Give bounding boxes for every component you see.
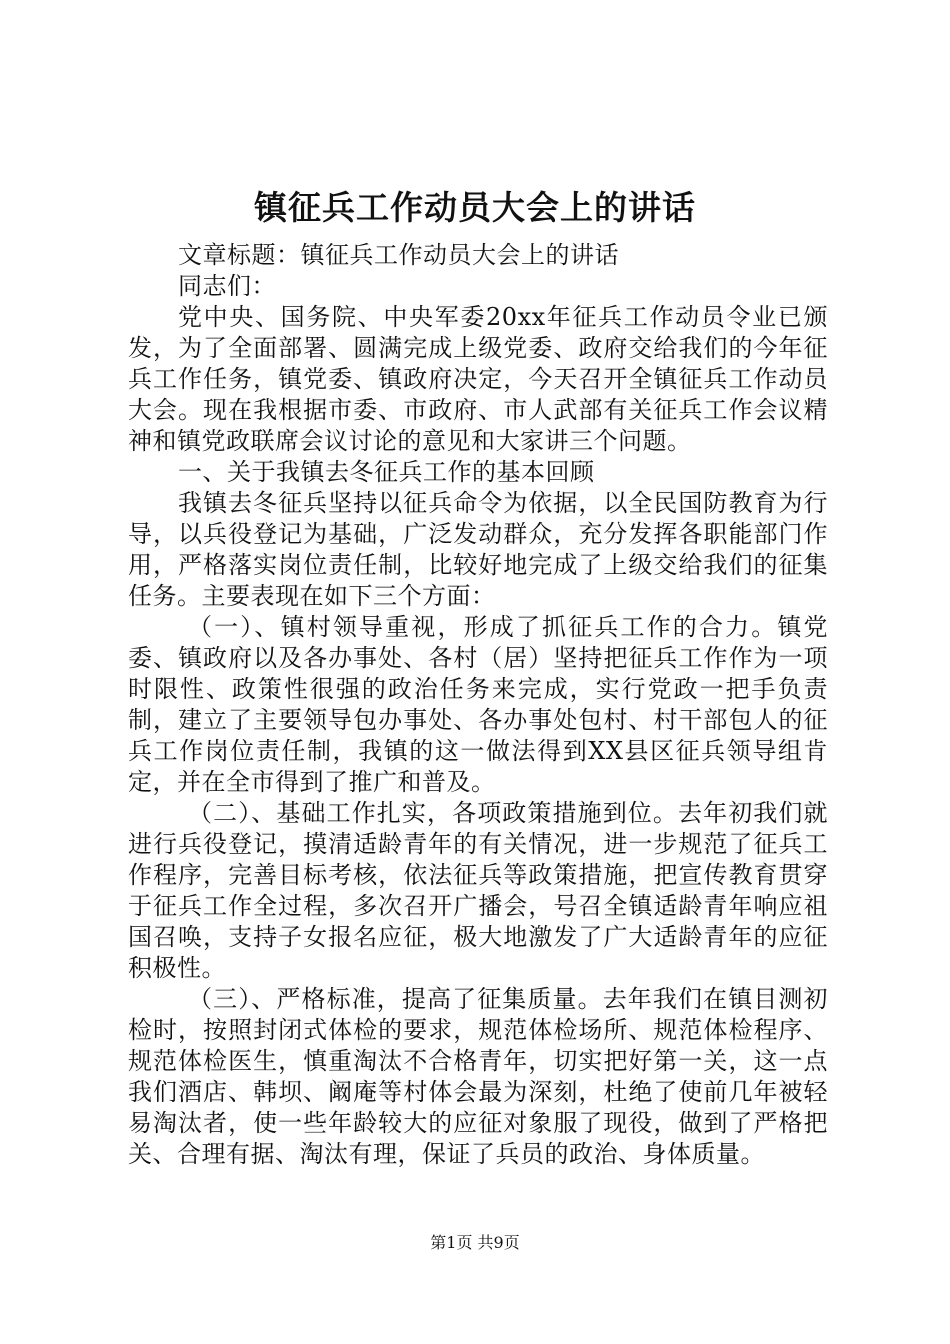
intro-paragraph: 党中央、国务院、中央军委20xx年征兵工作动员令业已颁发，为了全面部署、圆满完成上级党委、政府交给我们的今年征兵工作任务，镇党委、镇政府决定，今天召开全镇征兵工作动员大会。现在我根据市委、市政府、市人武部有关征兵工作会议精神和镇党政联席会议讨论的意见和大家讲三个问题。 xyxy=(128,303,828,455)
section-heading: 一、关于我镇去冬征兵工作的基本回顾 xyxy=(178,458,595,486)
point-two-paragraph: （二）、基础工作扎实，各项政策措施到位。去年初我们就进行兵役登记，摸清适龄青年的有关情况，进一步规范了征兵工作程序，完善目标考核，依法征兵等政策措施，把宣传教育贯穿于征兵工作全过程，多次召开广播会，号召全镇适龄青年响应祖国召唤，支持子女报名应征，极大地激发了广大适龄青年的应征积极性。 xyxy=(128,799,828,982)
review-paragraph: 我镇去冬征兵坚持以征兵命令为依据，以全民国防教育为行导，以兵役登记为基础，广泛发动群众，充分发挥各职能部门作用，严格落实岗位责任制，比较好地完成了上级交给我们的征集任务。主要表现在如下三个方面： xyxy=(128,489,828,610)
page-footer: 第1页 共9页 xyxy=(430,1233,520,1252)
point-one-paragraph: （一）、镇村领导重视，形成了抓征兵工作的合力。镇党委、镇政府以及各办事处、各村（居）坚持把征兵工作作为一项时限性、政策性很强的政治任务来完成，实行党政一把手负责制，建立了主要领导包办事处、各办事处包村、村干部包人的征兵工作岗位责任制，我镇的这一做法得到XX县区征兵领导组肯定，并在全市得到了推广和普及。 xyxy=(128,613,828,796)
document-title: 镇征兵工作动员大会上的讲话 xyxy=(254,188,696,227)
point-three-paragraph: （三）、严格标准，提高了征集质量。去年我们在镇目测初检时，按照封闭式体检的要求，规范体检场所、规范体检程序、规范体检医生，慎重淘汰不合格青年，切实把好第一关，这一点我们酒店、韩坝、阚庵等村体会最为深刻，杜绝了使前几年被轻易淘汰者，使一些年龄较大的应征对象服了现役，做到了严格把关、合理有据、淘汰有理，保证了兵员的政治、身体质量。 xyxy=(128,985,828,1168)
document-body xyxy=(128,240,828,1170)
article-title-line: 文章标题：镇征兵工作动员大会上的讲话 xyxy=(178,241,619,269)
salutation: 同志们： xyxy=(178,272,276,300)
